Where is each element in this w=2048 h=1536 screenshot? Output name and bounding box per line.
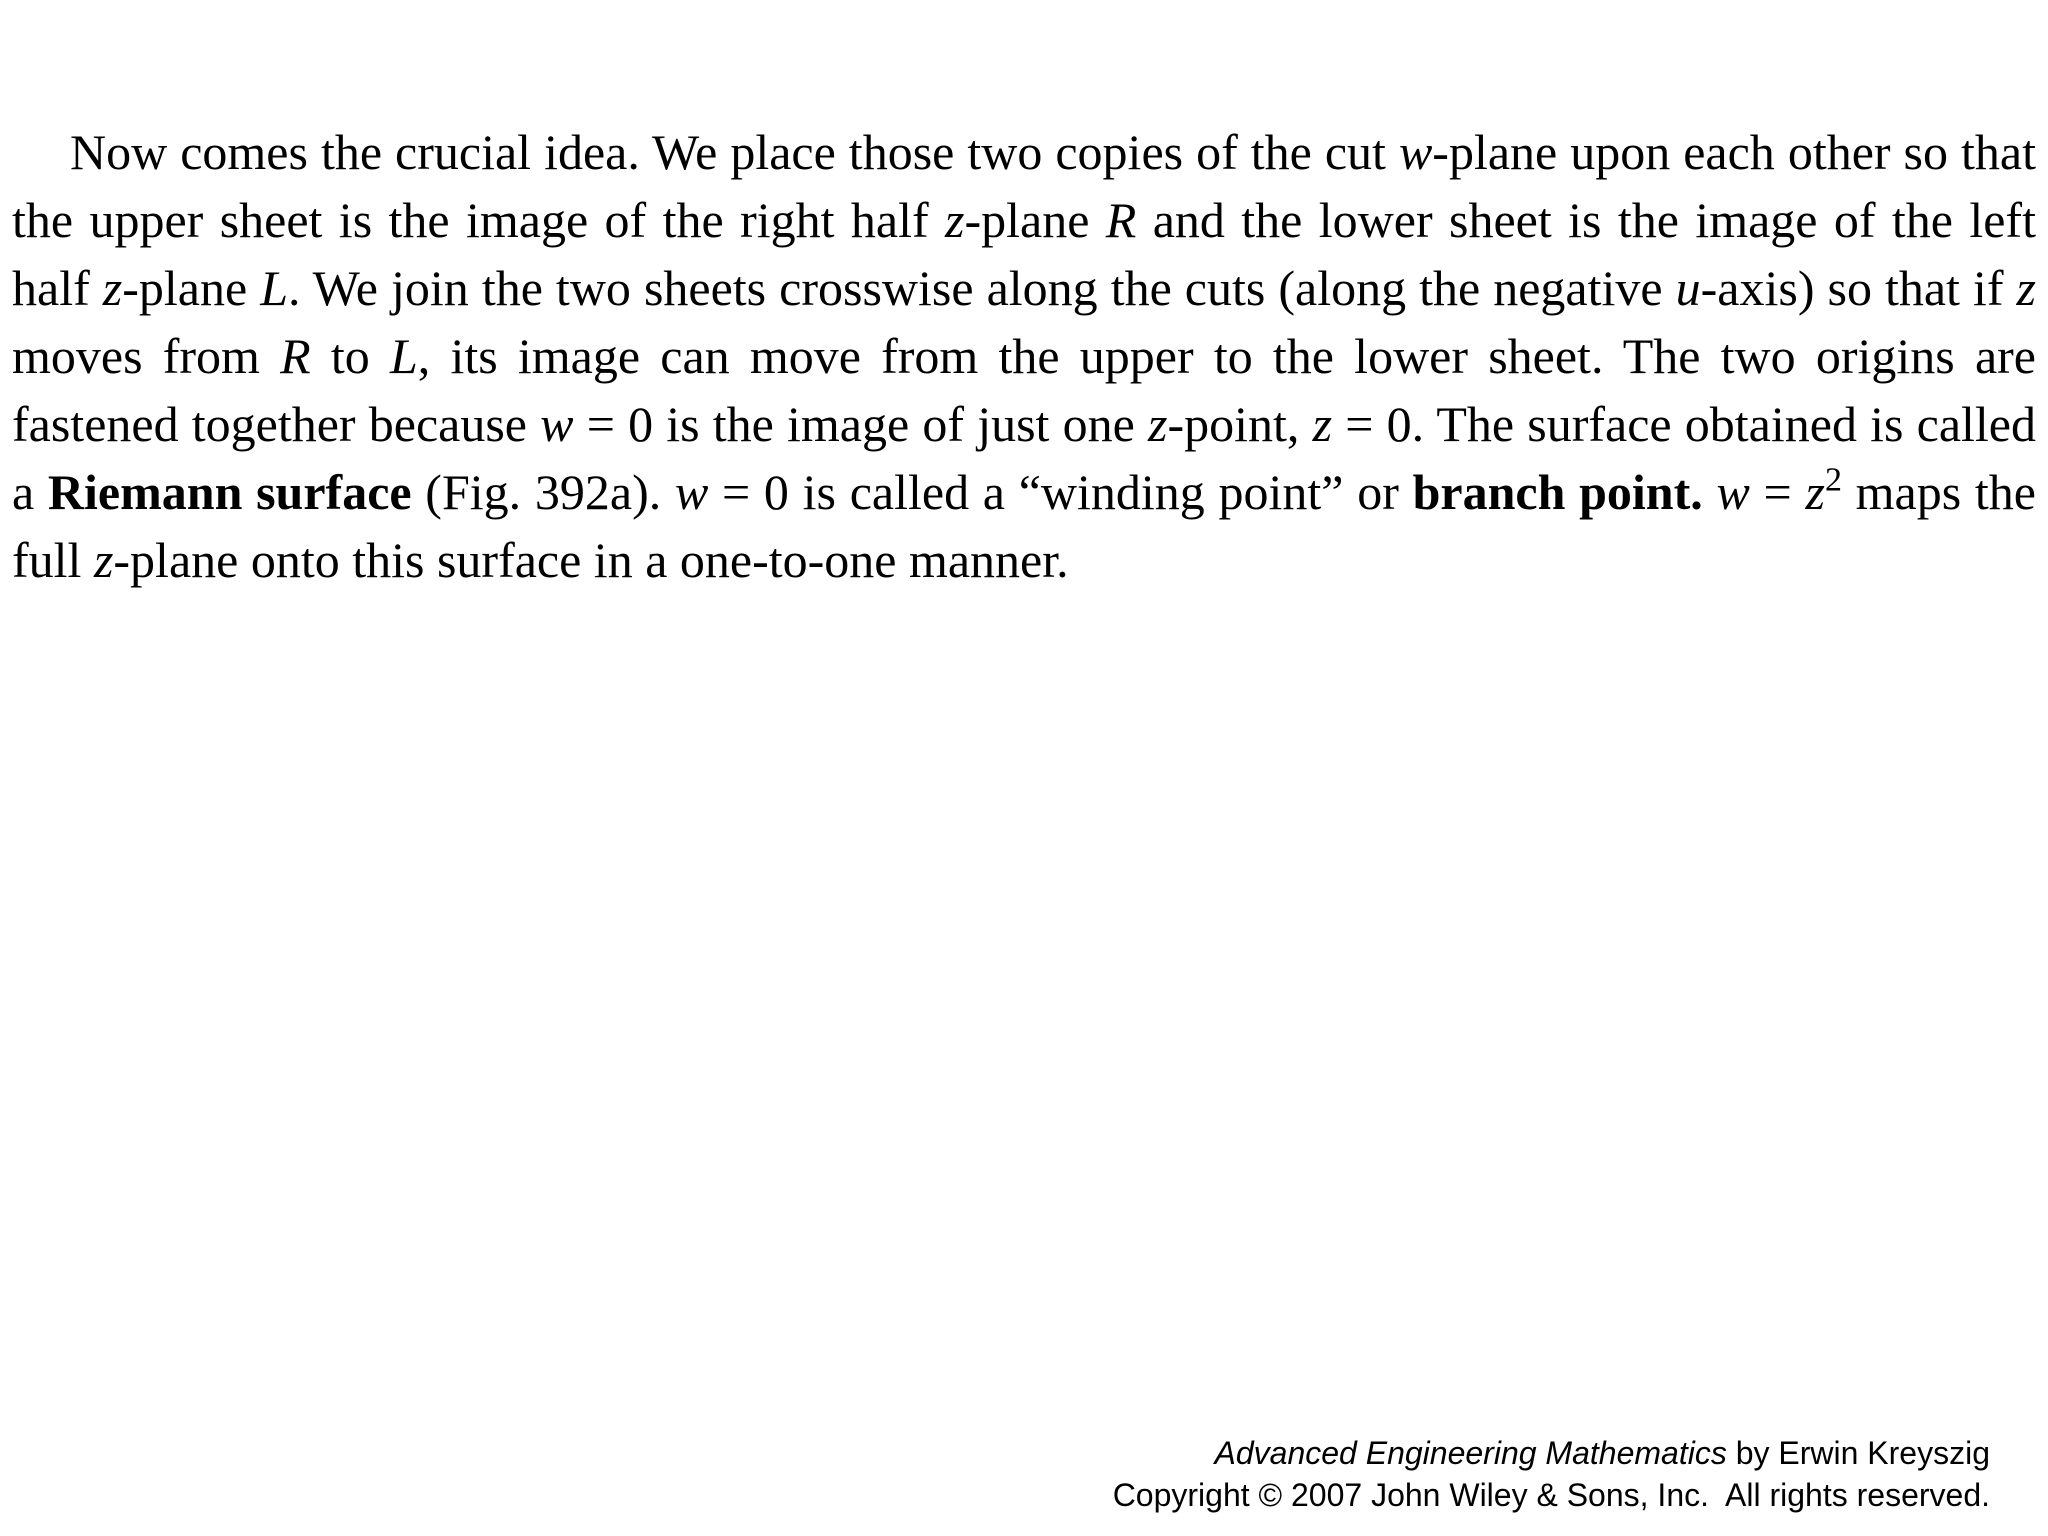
math-variable: z xyxy=(1147,396,1168,452)
math-variable: R xyxy=(280,328,311,384)
text-run: = xyxy=(1749,464,1806,520)
math-variable: R xyxy=(1105,192,1137,248)
text-run: -plane xyxy=(122,260,261,316)
copyright-footer xyxy=(1113,1432,1990,1516)
math-variable: z xyxy=(945,192,965,248)
text-run: = 0 is the image of just one xyxy=(573,396,1148,452)
text-run: . We join the two sheets crosswise along the cuts (along the negative xyxy=(288,260,1676,316)
text-run: -plane xyxy=(964,192,1106,248)
math-variable: L xyxy=(389,328,418,384)
footer-citation-line xyxy=(1113,1432,1990,1474)
math-variable: w xyxy=(674,464,709,520)
math-variable: L xyxy=(260,260,288,316)
text-run: maps the full xyxy=(12,464,2036,588)
math-variable: z xyxy=(102,260,123,316)
text-run: -plane onto this surface in a one-to-one manner. xyxy=(113,532,1069,588)
math-variable: w xyxy=(1398,124,1433,180)
text-run: and the lower sheet is the image of the left half xyxy=(12,192,2036,316)
book-title: Advanced Engineering Mathematics xyxy=(1214,1435,1727,1471)
exponent: 2 xyxy=(1824,461,1842,499)
text-run: , its image can move from the upper to the lower sheet. The two origins are fastened together because xyxy=(12,328,2036,452)
text-run: -plane upon each other so that the upper sheet is the image of the right half xyxy=(12,124,2036,248)
math-variable: z xyxy=(93,532,114,588)
text-run: -point, xyxy=(1167,396,1313,452)
text-run: to xyxy=(310,328,390,384)
copyright-notice: Copyright © 2007 John Wiley & Sons, Inc. All rights reserved. xyxy=(1112,1477,1990,1513)
bold-term: Riemann surface xyxy=(47,464,412,520)
text-run: (Fig. 392a). xyxy=(411,464,675,520)
text-run: -axis) so that if xyxy=(1700,260,2017,316)
text-run: = 0. The surface obtained is called a xyxy=(12,396,2036,520)
body-paragraph xyxy=(12,118,2036,594)
bold-term: branch point. xyxy=(1412,464,1703,520)
text-run: moves from xyxy=(12,328,281,384)
text-run xyxy=(1703,464,1717,520)
text-run: Now comes the crucial idea. We place those two copies of the cut xyxy=(70,124,1399,180)
math-variable: z xyxy=(1312,396,1333,452)
math-variable: z xyxy=(1805,464,1825,520)
math-variable: z xyxy=(2016,260,2036,316)
author-byline: by Erwin Kreyszig xyxy=(1726,1435,1990,1471)
math-variable: w xyxy=(540,396,574,452)
math-variable: w xyxy=(1716,464,1750,520)
math-variable: u xyxy=(1675,260,1701,316)
text-run: = 0 is called a “winding point” or xyxy=(708,464,1413,520)
